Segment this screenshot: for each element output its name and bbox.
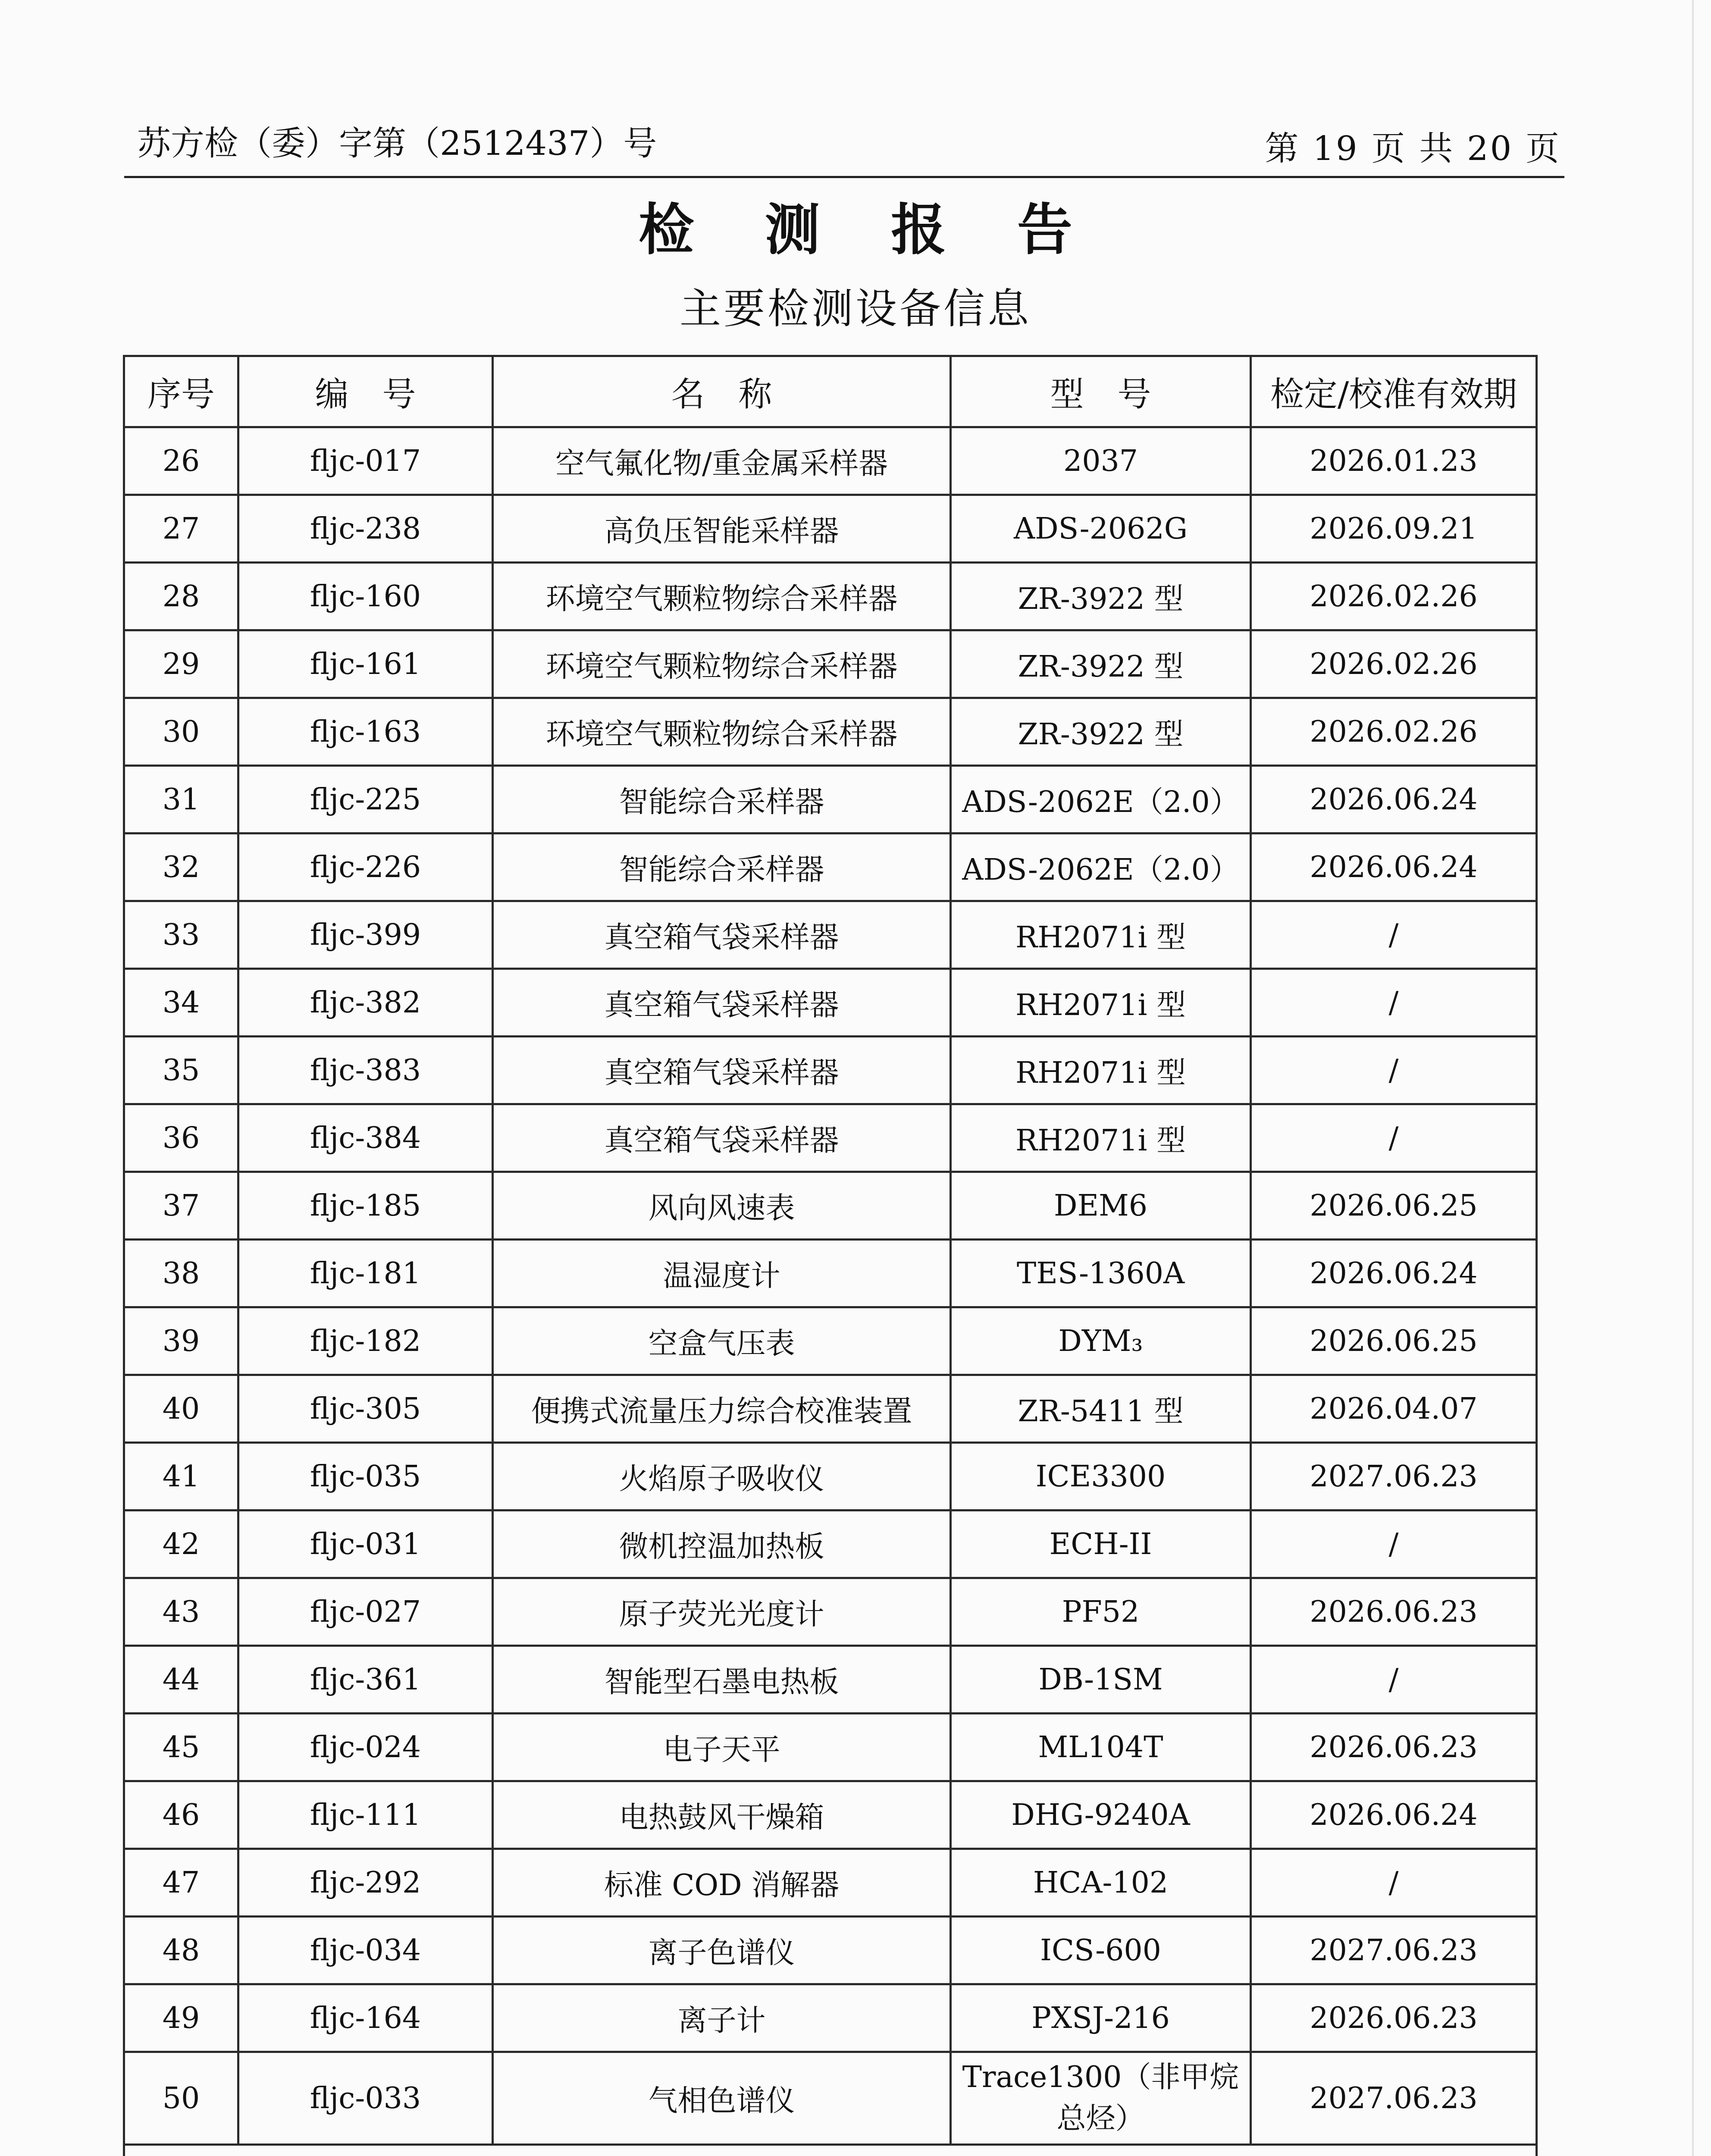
cell-name: 离子计 [493, 1984, 951, 2052]
cell-valid: 2026.02.26 [1251, 563, 1537, 630]
cell-no: 40 [124, 1375, 238, 1443]
cell-code: fljc-384 [238, 1104, 493, 1172]
cell-code: fljc-160 [238, 563, 493, 630]
cell-no: 36 [124, 1104, 238, 1172]
cell-valid: 2027.06.23 [1251, 1443, 1537, 1510]
cell-valid: / [1251, 1646, 1537, 1714]
cell-model: ML104T [951, 1714, 1251, 1781]
table-row [124, 1172, 1537, 1240]
cell-no: 42 [124, 1510, 238, 1578]
table-row [124, 1781, 1537, 1849]
table-row [124, 1307, 1537, 1375]
cell-model: RH2071i 型 [951, 1104, 1251, 1172]
cell-valid: / [1251, 1849, 1537, 1917]
cell-model: ZR-3922 型 [951, 698, 1251, 766]
table-row [124, 1917, 1537, 1984]
table-row [124, 1443, 1537, 1510]
report-number: 苏方检（委）字第（2512437）号 [137, 124, 657, 163]
cell-valid: / [1251, 1037, 1537, 1104]
cell-no: 33 [124, 901, 238, 969]
col-header-valid: 检定/校准有效期 [1251, 356, 1537, 427]
cell-code: fljc-163 [238, 698, 493, 766]
cell-no: 32 [124, 834, 238, 901]
cell-valid: 2026.06.23 [1251, 1578, 1537, 1646]
cell-model: DYM₃ [951, 1307, 1251, 1375]
cell-name: 环境空气颗粒物综合采样器 [493, 630, 951, 698]
equipment-table [123, 355, 1538, 2156]
cell-no: 31 [124, 766, 238, 834]
cell-valid: / [1251, 969, 1537, 1037]
cell-model: 2037 [951, 427, 1251, 495]
cell-no: 46 [124, 1781, 238, 1849]
table-row [124, 427, 1537, 495]
table-row [124, 834, 1537, 901]
table-row [124, 563, 1537, 630]
cell-no: 49 [124, 1984, 238, 2052]
cell-model: ECH-II [951, 1510, 1251, 1578]
cell-name: 电热鼓风干燥箱 [493, 1781, 951, 1849]
cell-valid: 2026.06.23 [1251, 1714, 1537, 1781]
table-body [124, 427, 1537, 2145]
cell-code: fljc-034 [238, 1917, 493, 1984]
cell-name: 风向风速表 [493, 1172, 951, 1240]
table-row [124, 1984, 1537, 2052]
cell-name: 空气氟化物/重金属采样器 [493, 427, 951, 495]
cell-model: DHG-9240A [951, 1781, 1251, 1849]
cell-model: ADS-2062G [951, 495, 1251, 563]
cell-no: 29 [124, 630, 238, 698]
table-row [124, 2052, 1537, 2145]
cell-no: 39 [124, 1307, 238, 1375]
cell-code: fljc-017 [238, 427, 493, 495]
table-row [124, 901, 1537, 969]
cell-model: HCA-102 [951, 1849, 1251, 1917]
header-divider [124, 176, 1564, 178]
table-row [124, 1646, 1537, 1714]
cell-model: DB-1SM [951, 1646, 1251, 1714]
cell-code: fljc-238 [238, 495, 493, 563]
cell-name: 智能综合采样器 [493, 834, 951, 901]
cell-name: 高负压智能采样器 [493, 495, 951, 563]
cell-no: 35 [124, 1037, 238, 1104]
cell-no: 45 [124, 1714, 238, 1781]
cell-model: ICS-600 [951, 1917, 1251, 1984]
cell-model: ADS-2062E（2.0） [951, 766, 1251, 834]
cell-name: 便携式流量压力综合校准装置 [493, 1375, 951, 1443]
cell-name: 智能型石墨电热板 [493, 1646, 951, 1714]
cell-model: RH2071i 型 [951, 969, 1251, 1037]
cell-name: 电子天平 [493, 1714, 951, 1781]
remark-text [124, 2145, 1537, 2156]
cell-name: 智能综合采样器 [493, 766, 951, 834]
col-header-name: 名 称 [493, 356, 951, 427]
cell-no: 43 [124, 1578, 238, 1646]
cell-no: 27 [124, 495, 238, 563]
cell-code: fljc-031 [238, 1510, 493, 1578]
table-row [124, 969, 1537, 1037]
table-row [124, 1104, 1537, 1172]
cell-no: 47 [124, 1849, 238, 1917]
cell-valid: 2026.01.23 [1251, 427, 1537, 495]
cell-no: 50 [124, 2052, 238, 2145]
cell-name: 离子色谱仪 [493, 1917, 951, 1984]
table-row [124, 1578, 1537, 1646]
cell-valid: 2026.02.26 [1251, 630, 1537, 698]
cell-no: 30 [124, 698, 238, 766]
col-header-code: 编 号 [238, 356, 493, 427]
cell-no: 48 [124, 1917, 238, 1984]
cell-code: fljc-035 [238, 1443, 493, 1510]
cell-code: fljc-399 [238, 901, 493, 969]
cell-model: RH2071i 型 [951, 1037, 1251, 1104]
table-row [124, 1714, 1537, 1781]
report-subtitle: 主要检测设备信息 [680, 285, 1031, 333]
cell-valid: 2026.06.24 [1251, 766, 1537, 834]
cell-valid: 2026.06.25 [1251, 1172, 1537, 1240]
cell-code: fljc-033 [238, 2052, 493, 2145]
cell-model: DEM6 [951, 1172, 1251, 1240]
cell-name: 温湿度计 [493, 1240, 951, 1307]
report-title: 检 测 报 告 [639, 197, 1098, 262]
cell-no: 44 [124, 1646, 238, 1714]
cell-no: 38 [124, 1240, 238, 1307]
cell-code: fljc-027 [238, 1578, 493, 1646]
remark-row [124, 2145, 1537, 2156]
cell-valid: 2026.06.24 [1251, 1240, 1537, 1307]
table-row [124, 495, 1537, 563]
cell-code: fljc-292 [238, 1849, 493, 1917]
cell-name: 空盒气压表 [493, 1307, 951, 1375]
cell-model: ZR-3922 型 [951, 563, 1251, 630]
table-row [124, 1240, 1537, 1307]
cell-valid: / [1251, 1510, 1537, 1578]
cell-name: 真空箱气袋采样器 [493, 901, 951, 969]
cell-no: 34 [124, 969, 238, 1037]
cell-code: fljc-111 [238, 1781, 493, 1849]
cell-code: fljc-161 [238, 630, 493, 698]
table-row [124, 1037, 1537, 1104]
table-row [124, 630, 1537, 698]
table-row [124, 1849, 1537, 1917]
cell-valid: 2026.06.25 [1251, 1307, 1537, 1375]
cell-name: 微机控温加热板 [493, 1510, 951, 1578]
cell-name: 原子荧光光度计 [493, 1578, 951, 1646]
cell-model: RH2071i 型 [951, 901, 1251, 969]
cell-valid: 2026.02.26 [1251, 698, 1537, 766]
cell-model: ADS-2062E（2.0） [951, 834, 1251, 901]
cell-model: PF52 [951, 1578, 1251, 1646]
cell-no: 41 [124, 1443, 238, 1510]
page-info: 第 19 页 共 20 页 [1265, 129, 1561, 168]
cell-code: fljc-185 [238, 1172, 493, 1240]
cell-no: 37 [124, 1172, 238, 1240]
table-row [124, 766, 1537, 834]
cell-name: 真空箱气袋采样器 [493, 969, 951, 1037]
cell-model: ZR-5411 型 [951, 1375, 1251, 1443]
col-header-no: 序号 [124, 356, 238, 427]
cell-model: Trace1300（非甲烷总烃） [951, 2052, 1251, 2145]
cell-valid: / [1251, 901, 1537, 969]
cell-name: 环境空气颗粒物综合采样器 [493, 563, 951, 630]
table-row [124, 698, 1537, 766]
table-row [124, 1510, 1537, 1578]
cell-valid: 2026.06.24 [1251, 1781, 1537, 1849]
cell-valid: 2026.09.21 [1251, 495, 1537, 563]
cell-no: 28 [124, 563, 238, 630]
cell-valid: 2026.06.24 [1251, 834, 1537, 901]
table-header-row [124, 356, 1537, 427]
cell-model: TES-1360A [951, 1240, 1251, 1307]
cell-code: fljc-226 [238, 834, 493, 901]
cell-name: 真空箱气袋采样器 [493, 1104, 951, 1172]
cell-code: fljc-383 [238, 1037, 493, 1104]
cell-code: fljc-305 [238, 1375, 493, 1443]
col-header-model: 型 号 [951, 356, 1251, 427]
cell-code: fljc-164 [238, 1984, 493, 2052]
cell-valid: 2026.04.07 [1251, 1375, 1537, 1443]
cell-model: ICE3300 [951, 1443, 1251, 1510]
equipment-table-container [123, 355, 1536, 2156]
cell-model: ZR-3922 型 [951, 630, 1251, 698]
cell-no: 26 [124, 427, 238, 495]
cell-name: 气相色谱仪 [493, 2052, 951, 2145]
cell-name: 火焰原子吸收仪 [493, 1443, 951, 1510]
cell-valid: / [1251, 1104, 1537, 1172]
cell-model: PXSJ-216 [951, 1984, 1251, 2052]
cell-valid: 2026.06.23 [1251, 1984, 1537, 2052]
cell-code: fljc-182 [238, 1307, 493, 1375]
cell-code: fljc-024 [238, 1714, 493, 1781]
scan-edge-line [1692, 0, 1694, 2156]
table-row [124, 1375, 1537, 1443]
cell-code: fljc-225 [238, 766, 493, 834]
cell-name: 标准 COD 消解器 [493, 1849, 951, 1917]
cell-code: fljc-361 [238, 1646, 493, 1714]
cell-valid: 2027.06.23 [1251, 2052, 1537, 2145]
cell-name: 真空箱气袋采样器 [493, 1037, 951, 1104]
cell-code: fljc-181 [238, 1240, 493, 1307]
cell-valid: 2027.06.23 [1251, 1917, 1537, 1984]
cell-code: fljc-382 [238, 969, 493, 1037]
cell-name: 环境空气颗粒物综合采样器 [493, 698, 951, 766]
